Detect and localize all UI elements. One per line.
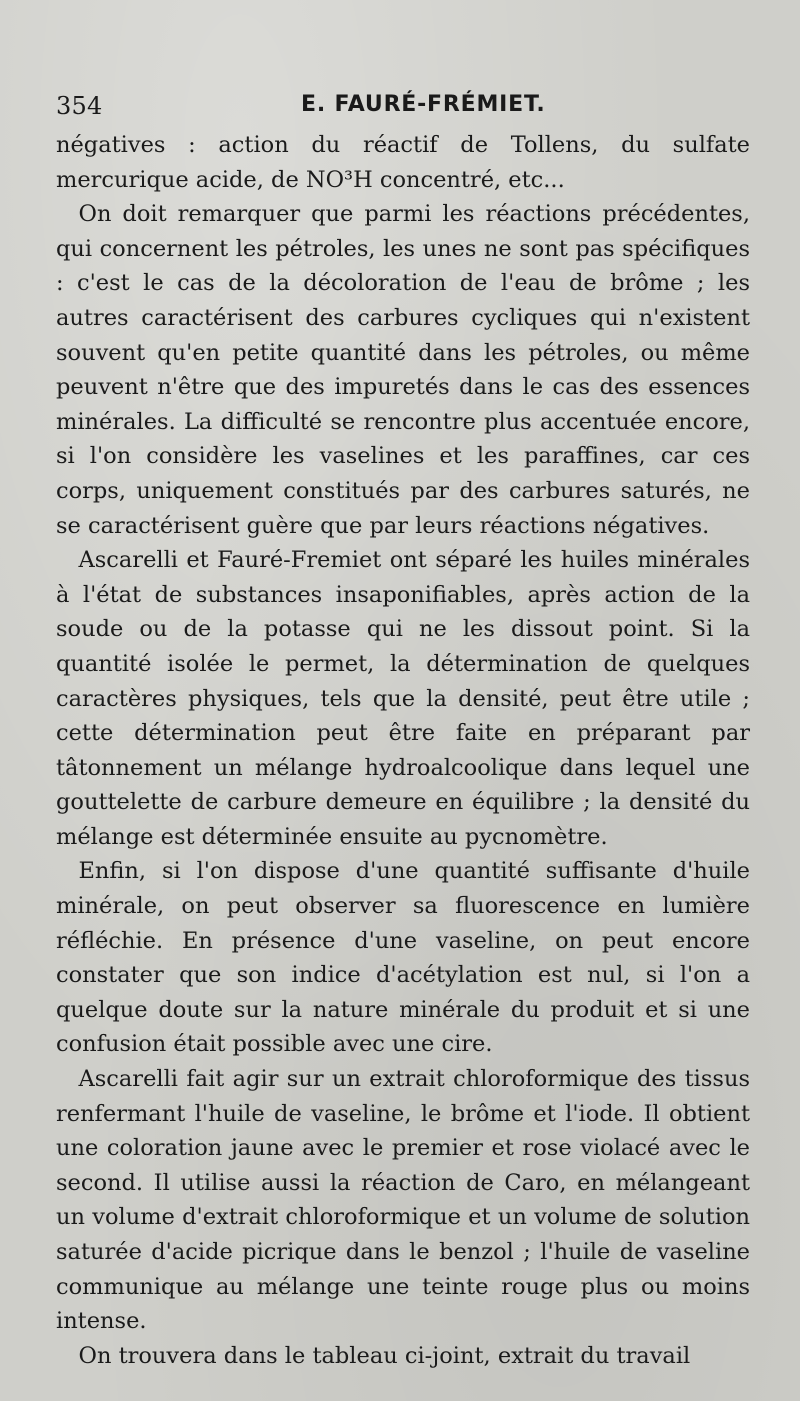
- page-header: [56, 92, 750, 122]
- paragraph: Ascarelli et Fauré-Fremiet ont séparé les huiles minérales à l'état de substances insaponifiables, après action de la soude ou de la potasse qui ne les dissout point. Si la quantité isolée le permet, la détermination de quelques caractères physiques, tels que la densité, peut être utile ; cette détermination peut être faite en préparant par tâtonnement un mélange hydroalcoolique dans lequel une gouttelette de carbure demeure en équilibre ; la densité du mélange est déterminée ensuite au pycnomètre.: [56, 547, 750, 850]
- running-head: E. FAURÉ-FRÉMIET.: [301, 92, 546, 117]
- paragraph: Enfin, si l'on dispose d'une quantité suffisante d'huile minérale, on peut observer sa fluorescence en lumière réfléchie. En présence d'une vaseline, on peut encore constater que son indice d'acétylation est nul, si l'on a quelque doute sur la nature minérale du produit et si une confusion était possible avec une cire.: [56, 858, 750, 1058]
- page-number: 354: [56, 92, 103, 120]
- paragraph: On trouvera dans le tableau ci-joint, extrait du travail: [78, 1342, 691, 1369]
- body-text: [56, 128, 750, 1373]
- paragraph: Ascarelli fait agir sur un extrait chloroformique des tissus renfermant l'huile de vaseline, le brôme et l'iode. Il obtient une coloration jaune avec le premier et rose violacé avec le second. Il utilise aussi la réaction de Caro, en mélangeant un volume d'extrait chloroformique et un volume de solution saturée d'acide picrique dans le benzol ; l'huile de vaseline communique au mélange une teinte rouge plus ou moins intense.: [56, 1066, 750, 1335]
- paragraph: négatives : action du réactif de Tollens, du sulfate mercurique acide, de NO³H concentré, etc...: [56, 132, 750, 193]
- paragraph: On doit remarquer que parmi les réactions précédentes, qui concernent les pétroles, les unes ne sont pas spécifiques : c'est le cas de la décoloration de l'eau de brôme ; les autres caractérisent des carbures cycliques qui n'existent souvent qu'en petite quantité dans les pétroles, ou même peuvent n'être que des impuretés dans le cas des essences minérales. La difficulté se rencontre plus accentuée encore, si l'on considère les vaselines et les paraffines, car ces corps, uniquement constitués par des carbures saturés, ne se caractérisent guère que par leurs réactions négatives.: [56, 201, 750, 539]
